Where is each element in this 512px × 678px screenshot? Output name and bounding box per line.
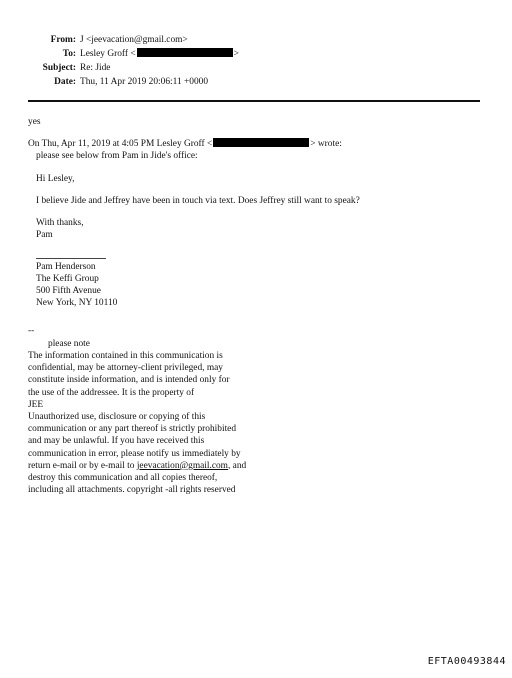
to-label: To: [62,49,76,59]
date-value: Thu, 11 Apr 2019 20:06:11 +0000 [80,77,209,87]
disclaimer-line: including all attachments. copyright -all rights reserved [28,485,236,496]
quote-intro-suffix: > wrote: [310,139,342,150]
disclaimer-title: please note [48,338,90,349]
email-link[interactable]: jeevacation@gmail.com [136,460,228,471]
disclaimer-line: communication in error, please notify us immediately by [28,448,241,459]
disclaimer-line: Unauthorized use, disclosure or copying of this [28,411,206,422]
email-header [0,34,512,90]
disclaimer-line: confidential, may be attorney-client privileged, may [28,363,223,374]
to-row [0,48,512,62]
to-prefix: Lesley Groff < [80,49,136,59]
quote-intro-prefix: On Thu, Apr 11, 2019 at 4:05 PM Lesley Groff < [28,139,213,150]
header-divider [28,100,480,102]
subject-label: Subject: [42,63,76,73]
disclaimer-line-prefix: return e-mail or by e-mail to [28,460,137,471]
subject-value: Re: Jide [80,63,111,73]
disclaimer-line: the use of the addressee. It is the property of [28,387,195,398]
disclaimer-line-suffix: , and [227,460,247,471]
date-row [0,76,512,90]
reply-text: yes [28,117,41,127]
greeting: Hi Lesley, [36,173,75,184]
sig-company: The Keffi Group [36,273,99,284]
sig-name: Pam Henderson [36,261,96,272]
disclaimer-line: and may be unlawful. If you have received this [28,436,205,447]
quote-line: please see below from Pam in Jide's office: [36,151,198,162]
disclaimer-line: JEE [28,399,44,410]
to-suffix: > [233,49,239,59]
closing-name: Pam [36,230,53,241]
quote-intro [28,138,488,150]
sig-address2: New York, NY 10110 [36,298,118,309]
date-label: Date: [54,77,76,87]
redaction-block [137,48,233,57]
disclaimer-line: communication or any part thereof is strictly prohibited [28,424,237,435]
subject-row [0,62,512,76]
disclaimer-separator: -- [28,326,35,337]
disclaimer-line: constitute inside information, and is intended only for [28,375,230,386]
message: I believe Jide and Jeffrey have been in touch via text. Does Jeffrey still want to speak? [36,195,360,206]
disclaimer-line: destroy this communication and all copies thereof, [28,473,218,484]
sig-address1: 500 Fifth Avenue [36,285,101,296]
from-row [0,34,512,48]
to-value [80,48,239,60]
closing: With thanks, [36,218,84,229]
from-label: From: [50,35,76,45]
from-value: J <jeevacation@gmail.com> [80,35,188,45]
disclaimer-line: The information contained in this communication is [28,350,223,361]
disclaimer-line [28,460,488,472]
document-id: EFTA00493844 [427,656,506,667]
signature-divider [36,258,106,259]
email-body [28,116,488,496]
redaction-block [213,138,309,147]
